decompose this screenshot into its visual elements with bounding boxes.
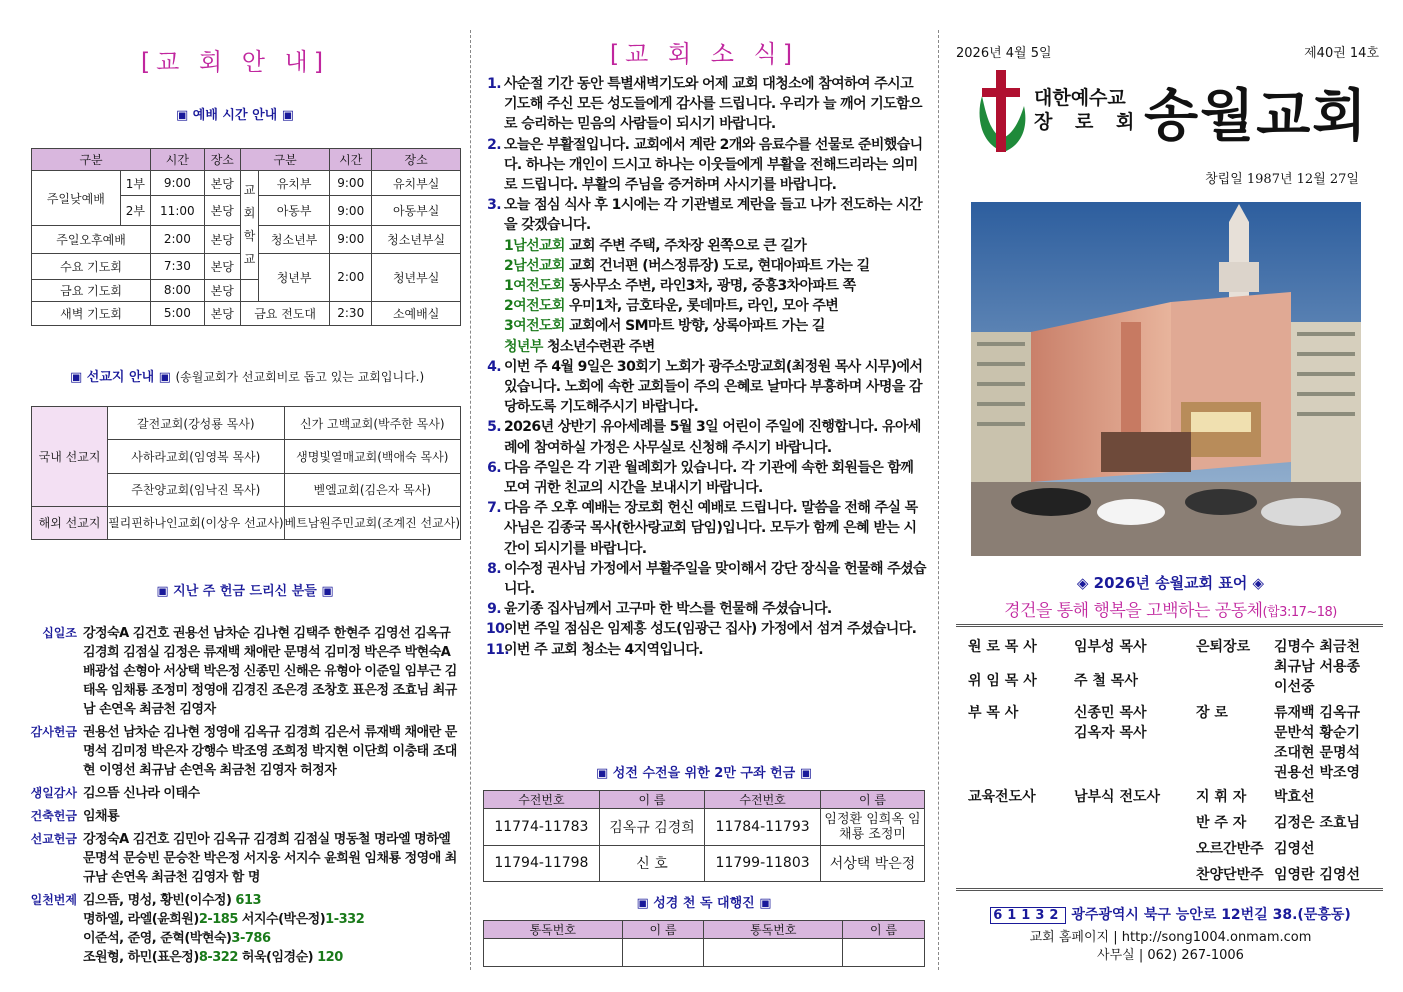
news-number: 3.	[487, 197, 501, 214]
area-item	[504, 256, 926, 276]
news-text: 이번 주 교회 청소는 4지역입니다.	[504, 641, 703, 658]
staff-role: 위 임 목 사	[968, 673, 1037, 689]
address: 광주광역시 북구 능안로 12번길 38.(문흥동)	[1071, 907, 1351, 923]
news-text: 오늘 점심 식사 후 1시에는 각 기관별로 계란을 들고 나가 전도하는 시간을 갖겠습니다.	[504, 197, 923, 234]
cell: 금요 전도대	[240, 301, 329, 325]
offering-label: 건축헌금	[30, 809, 77, 823]
offering-names: 권용선 남차순 김나현 정영애 김옥규 김경희 김은서 류재백 채애란 문명석 김미정 박은자 강행수 박조영 조희정 박지현 이단희 이충태 조대현 이영선 최규남 손연옥 최금천 김영자 허정자	[83, 725, 457, 778]
staff-role: 찬양단반주	[1196, 867, 1264, 883]
cell: 9:00	[330, 171, 372, 196]
news-item	[486, 417, 926, 457]
cell: 11:00	[151, 196, 205, 226]
offering-label: 일천번제	[30, 893, 77, 907]
thousand-offering-part: 허욱(임경순)	[237, 950, 318, 965]
thousand-offering-part: 김으뜸, 명성, 황빈(이수정)	[83, 893, 236, 908]
news-text: 이번 주일 점심은 임제홍 성도(임광근 집사) 가정에서 섬겨 주셨습니다.	[504, 621, 917, 638]
cell: 벧엘교회(김은자 목사)	[284, 473, 460, 506]
offering-label: 십일조	[42, 626, 77, 640]
cell: 서상택 박은정	[821, 845, 925, 881]
zip-code: 61132	[990, 907, 1066, 924]
church-news-title: [교 회 소 식]	[609, 40, 799, 68]
cell: 9:00	[151, 171, 205, 196]
mission-title-text: ▣ 선교지 안내 ▣	[70, 370, 171, 385]
offering-names: 강정숙A 김건호 김민아 김옥규 김경희 김점실 명동철 명라엘 명하엘 문명석 문승빈 문승찬 박은정 서지웅 서지수 윤희원 임채룡 정영애 최규남 손연옥 최금천 김영자 함 명	[83, 832, 457, 885]
denomination-line2: 장 로 회	[1034, 111, 1143, 133]
area-item	[504, 316, 926, 336]
area-item	[504, 276, 926, 296]
cell: 사하라교회(임영복 목사)	[108, 440, 284, 473]
address-line	[938, 904, 1403, 924]
cell: 본당	[204, 279, 240, 301]
staff-name: 조대현 문명석	[1274, 745, 1361, 761]
area-group: 1여전도회	[504, 278, 565, 295]
motto-text: 경건을 통해 행복을 고백하는 공동체	[1004, 601, 1263, 621]
thousand-offering-part: 이준석, 준영, 준혁(박현숙)	[83, 931, 232, 946]
cell: 11784-11793	[705, 809, 821, 845]
news-item	[486, 599, 926, 619]
column-masthead	[938, 0, 1403, 992]
staff-name: 이선중	[1274, 679, 1315, 695]
cell: 신가 고백교회(박주한 목사)	[284, 407, 460, 440]
area-group: 2남선교회	[504, 257, 565, 274]
cell: 청소년부	[258, 226, 329, 253]
area-group: 2여전도회	[504, 298, 565, 315]
area-item	[504, 236, 926, 256]
evangelism-areas	[486, 236, 926, 357]
news-item	[486, 135, 926, 196]
cell: 2:30	[330, 301, 372, 325]
cell: 김옥규 김경희	[599, 809, 704, 845]
cell	[843, 939, 925, 967]
news-text: 오늘은 부활절입니다. 교회에서 계란 2개와 음료수를 선물로 준비했습니다. 하나는 개인이 드시고 하나는 이웃들에게 부활을 전해드리라는 의미로 드립니다. 부활의 주님을 증거하며 사시기를 바랍니다.	[504, 136, 923, 194]
area-route: 청소년수련관 주변	[542, 338, 655, 355]
news-text: 이번 주 4월 9일은 30회기 노회가 광주소망교회(최정원 목사 시무)에서 있습니다. 노회에 속한 교회들이 주의 은혜로 날마다 부흥하며 사명을 감당하도록 기도해주시기 바랍니다.	[504, 358, 923, 416]
cell: 2:00	[330, 253, 372, 301]
area-group: 3여전도회	[504, 318, 565, 335]
cell: 생명빛열매교회(백애숙 목사)	[284, 440, 460, 473]
cell: 9:00	[330, 226, 372, 253]
news-item	[486, 74, 926, 135]
thousand-offering-part: 3-786	[231, 931, 271, 946]
offering-list	[30, 624, 460, 971]
news-item	[486, 458, 926, 498]
cell: 청년부실	[372, 253, 461, 301]
area-item	[504, 296, 926, 316]
staff-name: 임영란 김영선	[1274, 867, 1361, 883]
domestic-label: 국내 선교지	[32, 407, 108, 507]
cell: 신 호	[599, 845, 704, 881]
offering-row	[30, 784, 460, 803]
staff-name: 최규남 서용종	[1274, 659, 1361, 675]
cell: 11799-11803	[705, 845, 821, 881]
staff-name: 박효선	[1274, 789, 1315, 805]
church-name: 송월교회	[1144, 84, 1369, 149]
church-building-photo	[971, 202, 1361, 556]
bible-table	[483, 920, 925, 967]
news-number: 8.	[487, 560, 501, 577]
thousand-offering-line	[83, 910, 460, 929]
news-item	[486, 559, 926, 599]
cell: 2부	[120, 196, 150, 226]
office-phone: 사무실 | 062) 267-1006	[1097, 948, 1244, 963]
mission-note: (송월교회가 선교회비로 돕고 있는 교회입니다.)	[175, 370, 425, 384]
th: 수전번호	[705, 791, 821, 809]
candle-title: ▣ 성전 수전을 위한 2만 구좌 헌금 ▣	[596, 766, 812, 781]
th: 수전번호	[484, 791, 600, 809]
cell: 유치부실	[372, 171, 461, 196]
cell: 필리핀하나인교회(이상우 선교사)	[108, 506, 284, 539]
news-text: 다음 주 오후 예배는 장로회 헌신 예배로 드립니다. 말씀을 전해 주실 목사님은 김종국 목사(한사랑교회 담임)입니다. 모두가 함께 은혜 받는 시간이 되시기를 바랍니다.	[504, 500, 918, 557]
th: 장소	[372, 149, 461, 171]
area-route: 교회 주변 주택, 주차장 왼쪽으로 큰 길가	[564, 237, 807, 254]
th: 구분	[240, 149, 329, 171]
thousand-offering-part: 2-185	[198, 912, 238, 927]
thousand-offering-part: 명하엘, 라엘(윤희원)	[83, 912, 199, 927]
offering-row	[30, 891, 460, 967]
offering-row	[30, 723, 460, 780]
bible-title: ▣ 성경 천 독 대행진 ▣	[636, 896, 772, 911]
staff-name: 신종민 목사	[1074, 705, 1147, 721]
candle-table	[483, 790, 925, 882]
cell	[622, 939, 704, 967]
issue-number: 제40권 14호	[1304, 46, 1379, 61]
news-list	[486, 74, 926, 660]
thousand-offering-part: 서지수(박은정)	[237, 912, 326, 927]
worship-times-title: ▣ 예배 시간 안내 ▣	[175, 108, 295, 123]
news-item	[486, 619, 926, 639]
cell: 본당	[204, 171, 240, 196]
staff-name: 주 철 목사	[1074, 673, 1138, 689]
news-text: 이수정 권사님 가정에서 부활주일을 맞이해서 강단 장식을 헌물해 주셨습니다.	[504, 560, 926, 598]
area-route: 동사무소 주변, 라인3차, 광명, 중흥3차아파트 쪽	[564, 278, 856, 295]
cell: 본당	[204, 226, 240, 253]
th: 통독번호	[704, 921, 843, 939]
th: 이 름	[622, 921, 704, 939]
denomination-line1: 대한예수교	[1034, 87, 1126, 109]
news-number: 4.	[487, 358, 501, 375]
news-item	[486, 498, 926, 559]
staff-name: 김정은 조효님	[1274, 815, 1361, 831]
offering-names: 임채룡	[83, 809, 120, 824]
cell: 1부	[120, 171, 150, 196]
cell: 본당	[204, 301, 240, 325]
cell: 주찬양교회(임낙진 목사)	[108, 473, 284, 506]
offering-label: 생일감사	[30, 786, 77, 800]
divider-line	[956, 624, 1383, 627]
cell: 아동부실	[372, 196, 461, 226]
motto-title: ◈ 2026년 송월교회 표어 ◈	[1076, 574, 1265, 592]
motto	[938, 596, 1403, 621]
cell	[704, 939, 843, 967]
cell	[484, 939, 623, 967]
thousand-offering-part: 조원형, 하민(표은정)	[83, 950, 199, 965]
staff-name: 남부식 전도사	[1074, 789, 1161, 805]
news-item	[486, 357, 926, 418]
cell: 임정환 임희옥 임채룡 조정미	[821, 809, 925, 845]
worship-table	[31, 148, 461, 326]
thousand-offering-line	[83, 929, 460, 948]
news-text: 윤기종 집사님께서 고구마 한 박스를 헌물해 주셨습니다.	[504, 601, 832, 618]
thousand-offering-part: 8-322	[198, 950, 238, 965]
news-text: 사순절 기간 동안 특별새벽기도와 어제 교회 대청소에 참여하여 주시고 기도해 주신 모든 성도들에게 감사를 드립니다. 우리가 늘 깨어 기도함으로 승리하는 믿음의 사람들이 되시기 바랍니다.	[504, 76, 922, 133]
offering-row	[30, 624, 460, 719]
cell: 주일오후예배	[32, 226, 151, 253]
school-label: 교 회 학 교	[240, 171, 258, 280]
th: 시간	[330, 149, 372, 171]
homepage[interactable]: 교회 홈페이지 | http://song1004.onmam.com	[1029, 930, 1312, 945]
thousand-offering-part: 120	[317, 950, 343, 965]
staff-name: 임부성 목사	[1074, 639, 1147, 655]
cell: 수요 기도회	[32, 253, 151, 279]
staff-name: 류재백 김옥규	[1274, 705, 1361, 721]
staff-role: 장 로	[1196, 705, 1228, 721]
offering-label: 감사헌금	[30, 725, 77, 739]
th: 구분	[32, 149, 151, 171]
cell: 갈전교회(강성룡 목사)	[108, 407, 284, 440]
column-church-guide	[0, 0, 470, 992]
news-text: 2026년 상반기 유아세례를 5월 3일 어린이 주일에 진행합니다. 유아세례에 참여하실 가정은 사무실로 신청해 주시기 바랍니다.	[504, 419, 921, 456]
news-number: 10.	[486, 621, 510, 638]
th: 이 름	[821, 791, 925, 809]
staff-name: 김명수 최금천	[1274, 639, 1361, 655]
staff-name: 권용선 박조영	[1274, 765, 1361, 781]
staff-role: 오르간반주	[1196, 841, 1264, 857]
th: 이 름	[599, 791, 704, 809]
church-guide-title: [교 회 안 내]	[140, 48, 330, 76]
news-item	[486, 195, 926, 235]
staff-role: 부 목 사	[968, 705, 1019, 721]
staff-role: 교육전도사	[968, 789, 1036, 805]
cell: 청소년부실	[372, 226, 461, 253]
thousand-offering-part: 1-332	[325, 912, 365, 927]
issue-date: 2026년 4월 5일	[956, 46, 1052, 61]
cell: 11794-11798	[484, 845, 600, 881]
news-number: 5.	[487, 419, 501, 436]
cell: 청년부	[258, 253, 329, 301]
offering-title: ▣ 지난 주 헌금 드리신 분들 ▣	[156, 584, 334, 599]
thousand-offering-names	[83, 891, 460, 967]
cell: 아동부	[258, 196, 329, 226]
cell: 본당	[204, 253, 240, 279]
cell: 주일낮예배	[32, 171, 121, 226]
staff-name: 김옥자 목사	[1074, 725, 1147, 741]
cell: 새벽 기도회	[32, 301, 151, 325]
area-route: 교회에서 SM마트 방향, 상록아파트 가는 길	[564, 318, 825, 335]
offering-label: 선교헌금	[30, 832, 77, 846]
area-route: 우미1차, 금호타운, 롯데마트, 라인, 모아 주변	[564, 298, 839, 315]
th: 통독번호	[484, 921, 623, 939]
news-number: 9.	[487, 601, 501, 618]
cell: 2:00	[151, 226, 205, 253]
cell: 11774-11783	[484, 809, 600, 845]
denomination	[1034, 86, 1142, 134]
cell: 소예배실	[372, 301, 461, 325]
cell: 7:30	[151, 253, 205, 279]
news-item	[486, 640, 926, 660]
thousand-offering-part: 613	[235, 893, 262, 908]
offering-names: 김으뜸 신나라 이태수	[83, 786, 200, 801]
church-logo-icon	[974, 66, 1030, 156]
founded-date: 창립일 1987년 12월 27일	[1205, 172, 1359, 187]
offering-row	[30, 807, 460, 826]
staff-name: 문반석 황순기	[1274, 725, 1361, 741]
news-number: 1.	[487, 76, 501, 92]
cell: 8:00	[151, 279, 205, 301]
th: 시간	[151, 149, 205, 171]
overseas-label: 해외 선교지	[32, 506, 108, 539]
area-group: 1남선교회	[504, 237, 565, 254]
mission-title	[70, 366, 424, 385]
offering-row	[30, 830, 460, 887]
th: 이 름	[843, 921, 925, 939]
cell: 본당	[204, 196, 240, 226]
cell: 5:00	[151, 301, 205, 325]
area-item	[504, 337, 926, 357]
cell: 금요 기도회	[32, 279, 151, 301]
thousand-offering-line	[83, 948, 460, 967]
staff-name: 김영선	[1274, 841, 1315, 857]
news-number: 6.	[487, 459, 501, 476]
mission-table	[31, 406, 461, 540]
area-group: 청년부	[504, 338, 543, 355]
offering-names: 강정숙A 김건호 권용선 남차순 김나현 김택주 한현주 김영선 김옥규 김경희 김점실 김정은 류재백 채애란 문명석 김미정 박은주 박현숙A 배광섭 손형아 서상택 박은정 신종민 신해은 유형아 이준일 임부근 김태옥 임채룡 조정미 정영애 김경진 조은경 조창호 표은정 조효님 최규남 손연옥 최금천 김영자	[83, 626, 457, 717]
news-number: 7.	[487, 500, 501, 517]
cell: 베트남원주민교회(조계진 선교사)	[284, 506, 460, 539]
divider-line	[956, 888, 1383, 891]
staff-role: 원 로 목 사	[968, 639, 1037, 655]
news-text: 다음 주일은 각 기관 월례회가 있습니다. 각 기관에 속한 회원들은 함께 모여 귀한 친교의 시간을 보내시기 바랍니다.	[504, 459, 914, 497]
cell: 9:00	[330, 196, 372, 226]
column-church-news	[470, 0, 938, 992]
staff-role: 지 휘 자	[1196, 789, 1247, 805]
news-number: 11.	[486, 641, 510, 658]
staff-role: 반 주 자	[1196, 815, 1247, 831]
th: 장소	[204, 149, 240, 171]
motto-reference: (합3:17~18)	[1262, 605, 1337, 620]
news-number: 2.	[487, 136, 501, 153]
thousand-offering-line	[83, 891, 460, 910]
staff-role: 은퇴장로	[1196, 639, 1251, 655]
cell: 유치부	[258, 171, 329, 196]
area-route: 교회 건너편 (버스정류장) 도로, 현대아파트 가는 길	[564, 257, 870, 274]
